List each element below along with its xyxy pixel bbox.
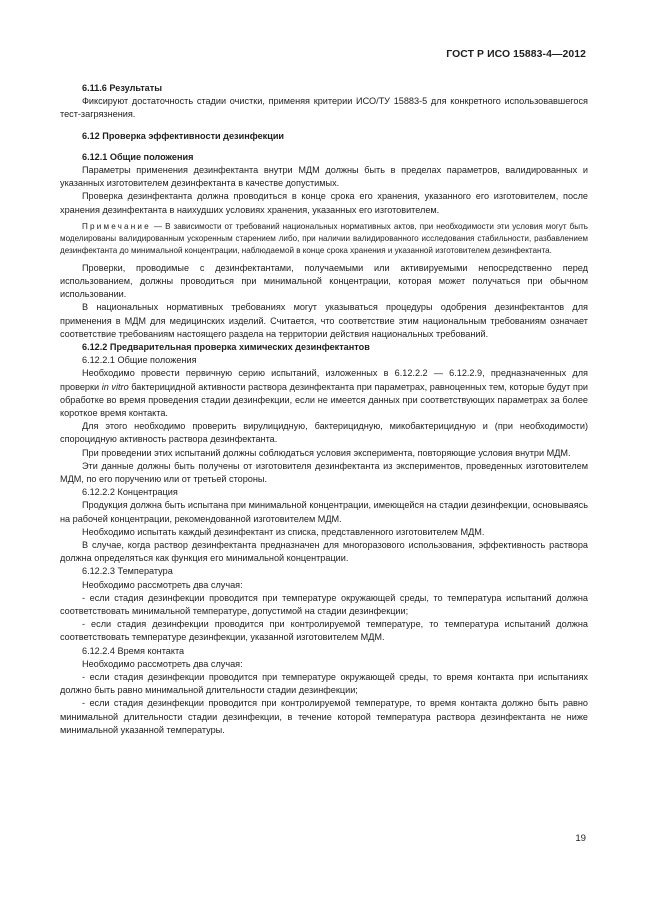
note-label: Примечание: [82, 221, 151, 231]
section-heading-6-11-6: 6.11.6 Результаты: [82, 83, 163, 93]
paragraph: Необходимо рассмотреть два случая:: [82, 658, 243, 669]
paragraph: Необходимо рассмотреть два случая:: [82, 579, 243, 590]
list-item: - если стадия дезинфекции проводится при температуре окружающей среды, то температура испытаний должна соответствовать минимальной температуре, допустимой на стадии дезинфекции;: [60, 592, 588, 616]
paragraph: Проверка дезинфектанта должна проводиться в конце срока его хранения, указанного его изготовителем, после хранения дезинфектанта в наихудших условиях хранения, указанных его изготовителем.: [60, 191, 588, 215]
standard-designation: ГОСТ Р ИСО 15883-4—2012: [446, 49, 586, 60]
paragraph: Для этого необходимо проверить вирулицидную, бактерицидную, микобактерицидную и (при необходимости) спороцидную активность раствора дезинфектанта.: [60, 421, 588, 445]
list-item: - если стадия дезинфекции проводится при контролируемой температуре, то время контакта должно быть равно минимальной длительности стадии дезинфекции, в течение которой температура раствора дезинфектанта не ниже минимальной указанной температуры.: [60, 698, 588, 735]
paragraph: При проведении этих испытаний должны соблюдаться условия эксперимента, повторяющие условия внутри МДМ.: [82, 447, 571, 458]
italic-term: in vitro: [101, 381, 129, 392]
paragraph: В случае, когда раствор дезинфектанта предназначен для многоразового использования, эффективность раствора должна определяться как функция его минимальной концентрации.: [60, 539, 588, 564]
page-number: 19: [575, 833, 586, 844]
paragraph: Эти данные должны быть получены от изготовителя дезинфектанта из экспериментов, проведенных изготовителем МДМ, по его поручению или от третьей стороны.: [60, 460, 588, 484]
list-item: - если стадия дезинфекции проводится при контролируемой температуре, то температура испытаний должна соответствовать температуре дезинфекции, указанной изготовителем МДМ.: [60, 619, 588, 643]
paragraph: В национальных нормативных требованиях могут указываться процедуры одобрения дезинфектантов для применения в МДМ для медицинских изделий. Считается, что соответствие этим национальным требованиям означает соответствие требованиям настоящего раздела на территории действия национальных требований.: [60, 302, 588, 339]
paragraph: Необходимо провести первичную серию испытаний, изложенных в 6.12.2.2 — 6.12.2.9, предназначенных для проверки in vitro бактерицидной активности раствора дезинфектанта при параметрах, равноценных тем, которые будут при обработке во время проведения стадии дезинфекции, если не имеется данных при соответствующих параметрах за более короткое время контакта.: [60, 368, 588, 418]
subsection-heading: 6.12.2.2 Концентрация: [82, 487, 178, 498]
subsection-heading: 6.12.2.4 Время контакта: [82, 645, 185, 656]
subsection-heading: 6.12.2.3 Температура: [82, 566, 173, 577]
section-heading-6-12-2: 6.12.2 Предварительная проверка химических дезинфектантов: [82, 341, 370, 352]
paragraph: Продукция должна быть испытана при минимальной концентрации, имеющейся на стадии дезинфекции, основываясь на рабочей концентрации, рекомендованной изготовителем МДМ.: [60, 500, 588, 524]
paragraph: Необходимо испытать каждый дезинфектант из списка, представленного изготовителем МДМ.: [82, 526, 485, 537]
subsection-heading: 6.12.2.1 Общие положения: [82, 355, 197, 366]
paragraph: Фиксируют достаточность стадии очистки, применяя критерии ИСО/ТУ 15883-5 для конкретного использовавшегося тест-загрязнения.: [60, 96, 588, 120]
list-item: - если стадия дезинфекции проводится при температуре окружающей среды, то время контакта при испытаниях должно быть равно минимальной длительности стадии дезинфекции;: [60, 672, 588, 696]
paragraph: Параметры применения дезинфектанта внутри МДМ должны быть в пределах параметров, валидированных и указанных изготовителем дезинфектанта в качестве допустимых.: [60, 165, 588, 189]
section-heading-6-12: 6.12 Проверка эффективности дезинфекции: [82, 130, 285, 141]
section-heading-6-12-1: 6.12.1 Общие положения: [82, 151, 194, 162]
note-text: — В зависимости от требований национальных нормативных актов, при необходимости эти условия могут быть моделированы валидированным ускоренным старением либо, при наличии валидированного исследования стабильности, разбавлением дезинфектанта до минимальной концентрации, наблюдаемой в конце срока хранения и указанной изготовителем дезинфектанта.: [60, 221, 588, 256]
page-body: [60, 82, 588, 737]
paragraph: Проверки, проводимые с дезинфектантами, получаемыми или активируемыми непосредственно перед использованием, должны проводиться при минимальной концентрации, которая может получаться при обычном использовании.: [60, 262, 588, 300]
note: [60, 221, 588, 258]
